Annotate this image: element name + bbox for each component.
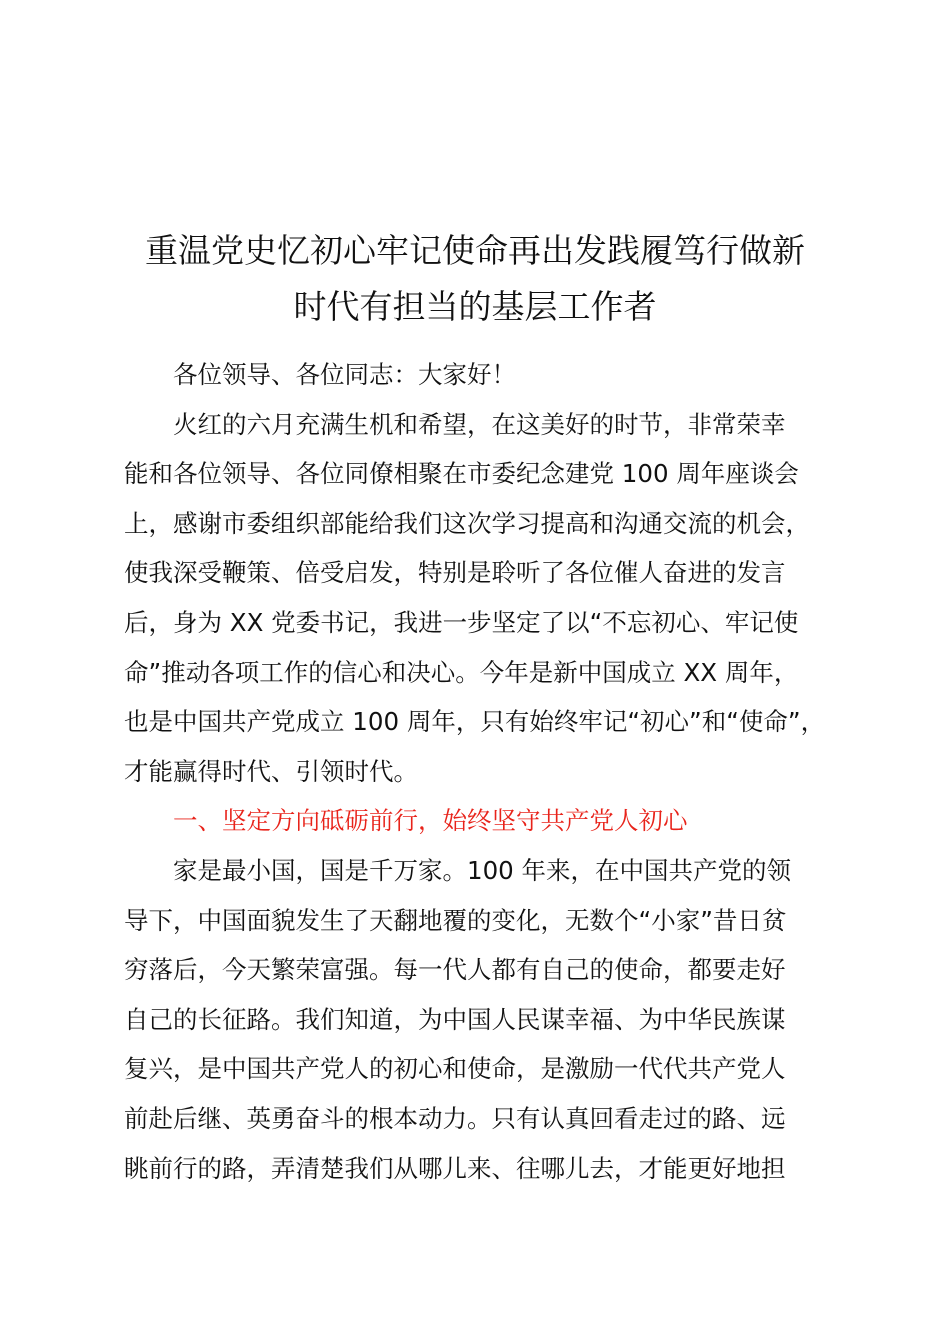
greeting-text: 各位领导、各位同志：大家好！ [173,360,516,389]
greeting [124,350,860,400]
paragraph-line: 复兴，是中国共产党人的初心和使命，是激励一代代共产党人 [124,1054,786,1084]
paragraph-line: 才能赢得时代、引领时代。 [124,756,418,786]
paragraph-line: 后，身为 XX 党委书记，我进一步坚定了以“不忘初心、牢记使 [124,607,799,637]
paragraph-2 [124,846,860,1193]
document-body [124,350,860,1193]
paragraph-line: 命”推动各项工作的信心和决心。今年是新中国成立 XX 周年， [124,657,799,687]
paragraph-line: 家是最小国，国是千万家。100 年来，在中国共产党的领 [173,855,792,885]
paragraph-line: 眺前行的路，弄清楚我们从哪儿来、往哪儿去，才能更好地担 [124,1153,786,1183]
paragraph-line: 也是中国共产党成立 100 周年，只有始终牢记“初心”和“使命”， [124,707,826,737]
section-heading-text: 一、坚定方向砥砺前行，始终坚守共产党人初心 [173,806,688,836]
paragraph-line: 自己的长征路。我们知道，为中国人民谋幸福、为中华民族谋 [124,1004,786,1034]
paragraph-line: 火红的六月充满生机和希望，在这美好的时节，非常荣幸 [173,409,786,439]
paragraph-1 [124,400,860,797]
title-line: 时代有担当的基层工作者 [293,287,657,326]
paragraph-line: 导下，中国面貌发生了天翻地覆的变化，无数个“小家”昔日贫 [124,905,787,935]
paragraph-line: 能和各位领导、各位同僚相聚在市委纪念建党 100 周年座谈会 [124,459,799,489]
paragraph-line: 前赴后继、英勇奋斗的根本动力。只有认真回看走过的路、远 [124,1103,786,1133]
title-line: 重温党史忆初心牢记使命再出发践履笃行做新 [145,231,805,270]
paragraph-line: 上，感谢市委组织部能给我们这次学习提高和沟通交流的机会， [124,508,810,538]
section-heading-1 [124,796,860,846]
paragraph-line: 穷落后，今天繁荣富强。每一代人都有自己的使命，都要走好 [124,955,786,985]
paragraph-line: 使我深受鞭策、倍受启发，特别是聆听了各位催人奋进的发言 [124,558,786,588]
document-title [100,223,850,335]
